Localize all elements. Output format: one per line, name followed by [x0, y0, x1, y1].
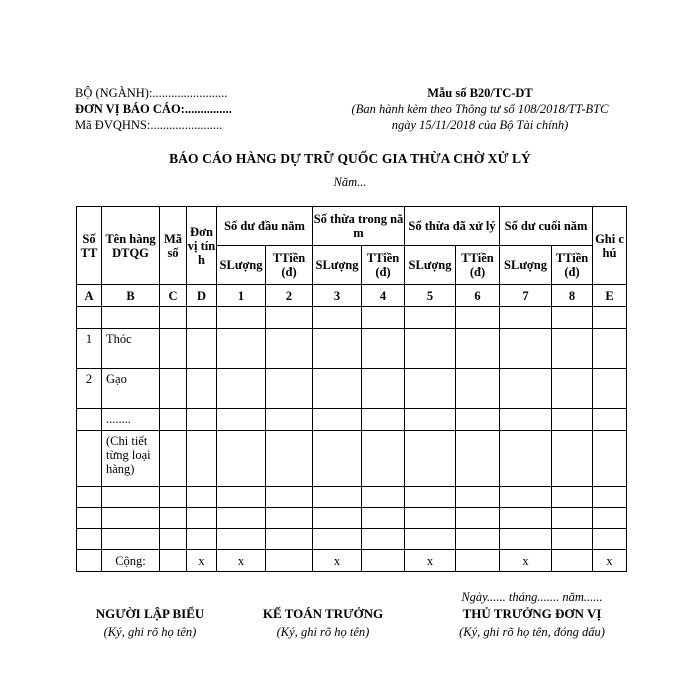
column-code: B — [102, 285, 160, 307]
table-row — [77, 369, 627, 409]
signature-date: Ngày...... tháng....... năm...... — [461, 590, 603, 604]
row-stt: 2 — [77, 369, 102, 409]
report-title: BÁO CÁO HÀNG DỰ TRỮ QUỐC GIA THỪA CHỜ XỬ LÝ — [169, 151, 531, 166]
table-row — [77, 431, 627, 487]
form-number: Mẫu số B20/TC-DT — [427, 86, 533, 100]
issued-by-line-1: (Ban hành kèm theo Thông tư số 108/2018/TT-BTC — [351, 102, 609, 116]
header-amount-1: TTiền (đ) — [266, 246, 313, 285]
ministry-line: BỘ (NGÀNH):........................ — [75, 86, 228, 100]
total-mark: x — [187, 550, 217, 572]
table-row — [77, 487, 627, 508]
row-stt — [77, 307, 102, 329]
header-code: Mã số — [160, 207, 187, 285]
signature-title: NGƯỜI LẬP BIỂU — [95, 606, 205, 621]
row-item-name: ........ — [102, 409, 160, 431]
header-right — [320, 85, 640, 133]
column-code: 3 — [313, 285, 362, 307]
table-row — [77, 508, 627, 529]
header-surplus-processed: Số thừa đã xử lý — [405, 207, 500, 246]
header-unit: Đơn vị tính — [187, 207, 217, 285]
total-mark: x — [405, 550, 456, 572]
row-stt — [77, 508, 102, 529]
report-year: Năm... — [333, 175, 367, 189]
column-code: 8 — [552, 285, 593, 307]
row-item-name — [102, 307, 160, 329]
report-table — [76, 206, 627, 572]
table-row — [77, 329, 627, 369]
row-item-name — [102, 508, 160, 529]
column-code: E — [593, 285, 627, 307]
header-amount-4: TTiền (đ) — [552, 246, 593, 285]
column-code: A — [77, 285, 102, 307]
issued-by-line-2: ngày 15/11/2018 của Bộ Tài chính) — [391, 118, 569, 132]
header-item-name: Tên hàng DTQG — [102, 207, 160, 285]
row-item-name: (Chi tiết từng loại hàng) — [102, 431, 160, 487]
signature-note: (Ký, ghi rõ họ tên) — [276, 625, 370, 639]
total-label: Cộng: — [102, 550, 160, 572]
signature-unit-head — [437, 606, 627, 640]
table-row — [77, 307, 627, 329]
header-stt: Số TT — [77, 207, 102, 285]
column-code: 1 — [217, 285, 266, 307]
header-qty-1: SLượng — [217, 246, 266, 285]
row-item-name — [102, 529, 160, 550]
table-row — [77, 409, 627, 431]
signature-preparer — [70, 606, 230, 640]
unit-code-line: Mã ĐVQHNS:....................... — [75, 118, 223, 132]
row-stt — [77, 431, 102, 487]
row-item-name: Gạo — [102, 369, 160, 409]
total-mark: x — [313, 550, 362, 572]
header-opening-balance: Số dư đầu năm — [217, 207, 313, 246]
header-surplus-in-year: Số thừa trong năm — [313, 207, 405, 246]
header-qty-2: SLượng — [313, 246, 362, 285]
total-mark: x — [593, 550, 627, 572]
column-code: 4 — [362, 285, 405, 307]
total-row — [77, 550, 627, 572]
signature-note: (Ký, ghi rõ họ tên) — [103, 625, 197, 639]
table-row — [77, 529, 627, 550]
row-item-name — [102, 487, 160, 508]
row-stt: 1 — [77, 329, 102, 369]
row-stt — [77, 409, 102, 431]
column-code: D — [187, 285, 217, 307]
row-stt — [77, 529, 102, 550]
signature-title: THỦ TRƯỞNG ĐƠN VỊ — [462, 606, 602, 621]
column-code: 2 — [266, 285, 313, 307]
header-left — [75, 85, 232, 133]
header-qty-3: SLượng — [405, 246, 456, 285]
signature-chief-accountant — [243, 606, 403, 640]
total-mark: x — [500, 550, 552, 572]
column-code-row — [77, 285, 627, 307]
header-closing-balance: Số dư cuối năm — [500, 207, 593, 246]
reporting-unit-line: ĐƠN VỊ BÁO CÁO:............... — [75, 102, 232, 116]
header-note: Ghi chú — [593, 207, 627, 285]
row-item-name: Thóc — [102, 329, 160, 369]
column-code: 6 — [456, 285, 500, 307]
header-qty-4: SLượng — [500, 246, 552, 285]
signature-title: KẾ TOÁN TRƯỞNG — [262, 606, 384, 621]
column-code: 5 — [405, 285, 456, 307]
header-amount-3: TTiền (đ) — [456, 246, 500, 285]
column-code: 7 — [500, 285, 552, 307]
column-code: C — [160, 285, 187, 307]
header-amount-2: TTiền (đ) — [362, 246, 405, 285]
total-mark: x — [217, 550, 266, 572]
signature-note: (Ký, ghi rõ họ tên, đóng dấu) — [459, 625, 605, 639]
row-stt — [77, 487, 102, 508]
